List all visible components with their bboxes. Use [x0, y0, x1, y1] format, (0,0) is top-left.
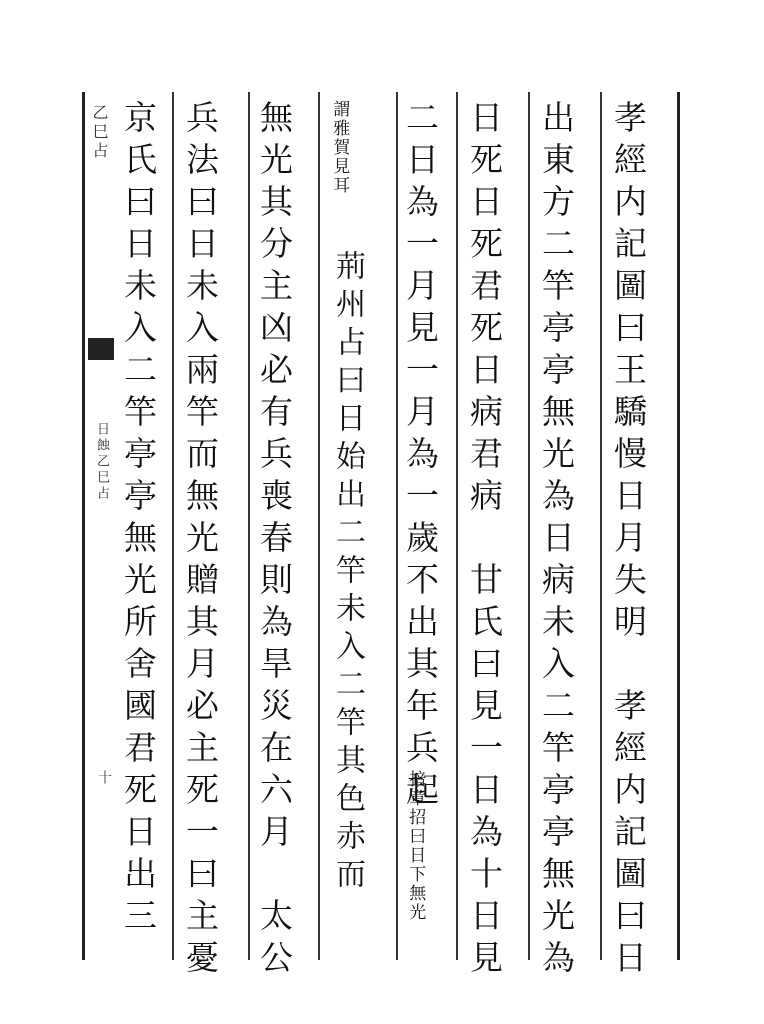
text-column-3: 日死日死君死日病君病 甘氏曰見一日為十日見	[465, 100, 504, 982]
text-column-6: 無光其分主凶必有兵喪春則為旱災在六月 太公	[255, 100, 294, 982]
column-divider	[172, 92, 174, 960]
column-divider	[600, 92, 602, 960]
column-divider	[318, 92, 320, 960]
column-divider	[396, 92, 398, 960]
text-column-4: 二日為一月見一月為一歲不出其年兵起	[401, 100, 440, 814]
annotation-column-4: 揞章招曰日下無光	[405, 770, 426, 922]
text-column-5: 荊州占曰日始出二竿未入二竿其色赤而	[330, 250, 365, 896]
text-column-8: 京氏曰日未入二竿亭亭無光所舍國君死日出三	[119, 100, 158, 940]
text-column-7: 兵法曰日未入兩竿而無光贈其月必主死一曰主憂	[181, 100, 220, 982]
column-divider	[456, 92, 458, 960]
annotation-top-column-5: 謂雅賀見耳	[329, 100, 350, 195]
fishtail-mark	[88, 338, 114, 360]
book-title: 乙巳占	[90, 104, 109, 161]
column-divider	[528, 92, 530, 960]
text-column-1: 孝經内記圖曰王驕慢日月失明 孝經内記圖曰日	[609, 100, 648, 982]
text-column-2: 出東方二竿亭亭無光為日病未入二竿亭亭無光為	[537, 100, 576, 982]
chapter-title: 日蝕乙巳占	[94, 422, 109, 502]
page-number: 十	[96, 770, 112, 784]
column-divider	[248, 92, 250, 960]
